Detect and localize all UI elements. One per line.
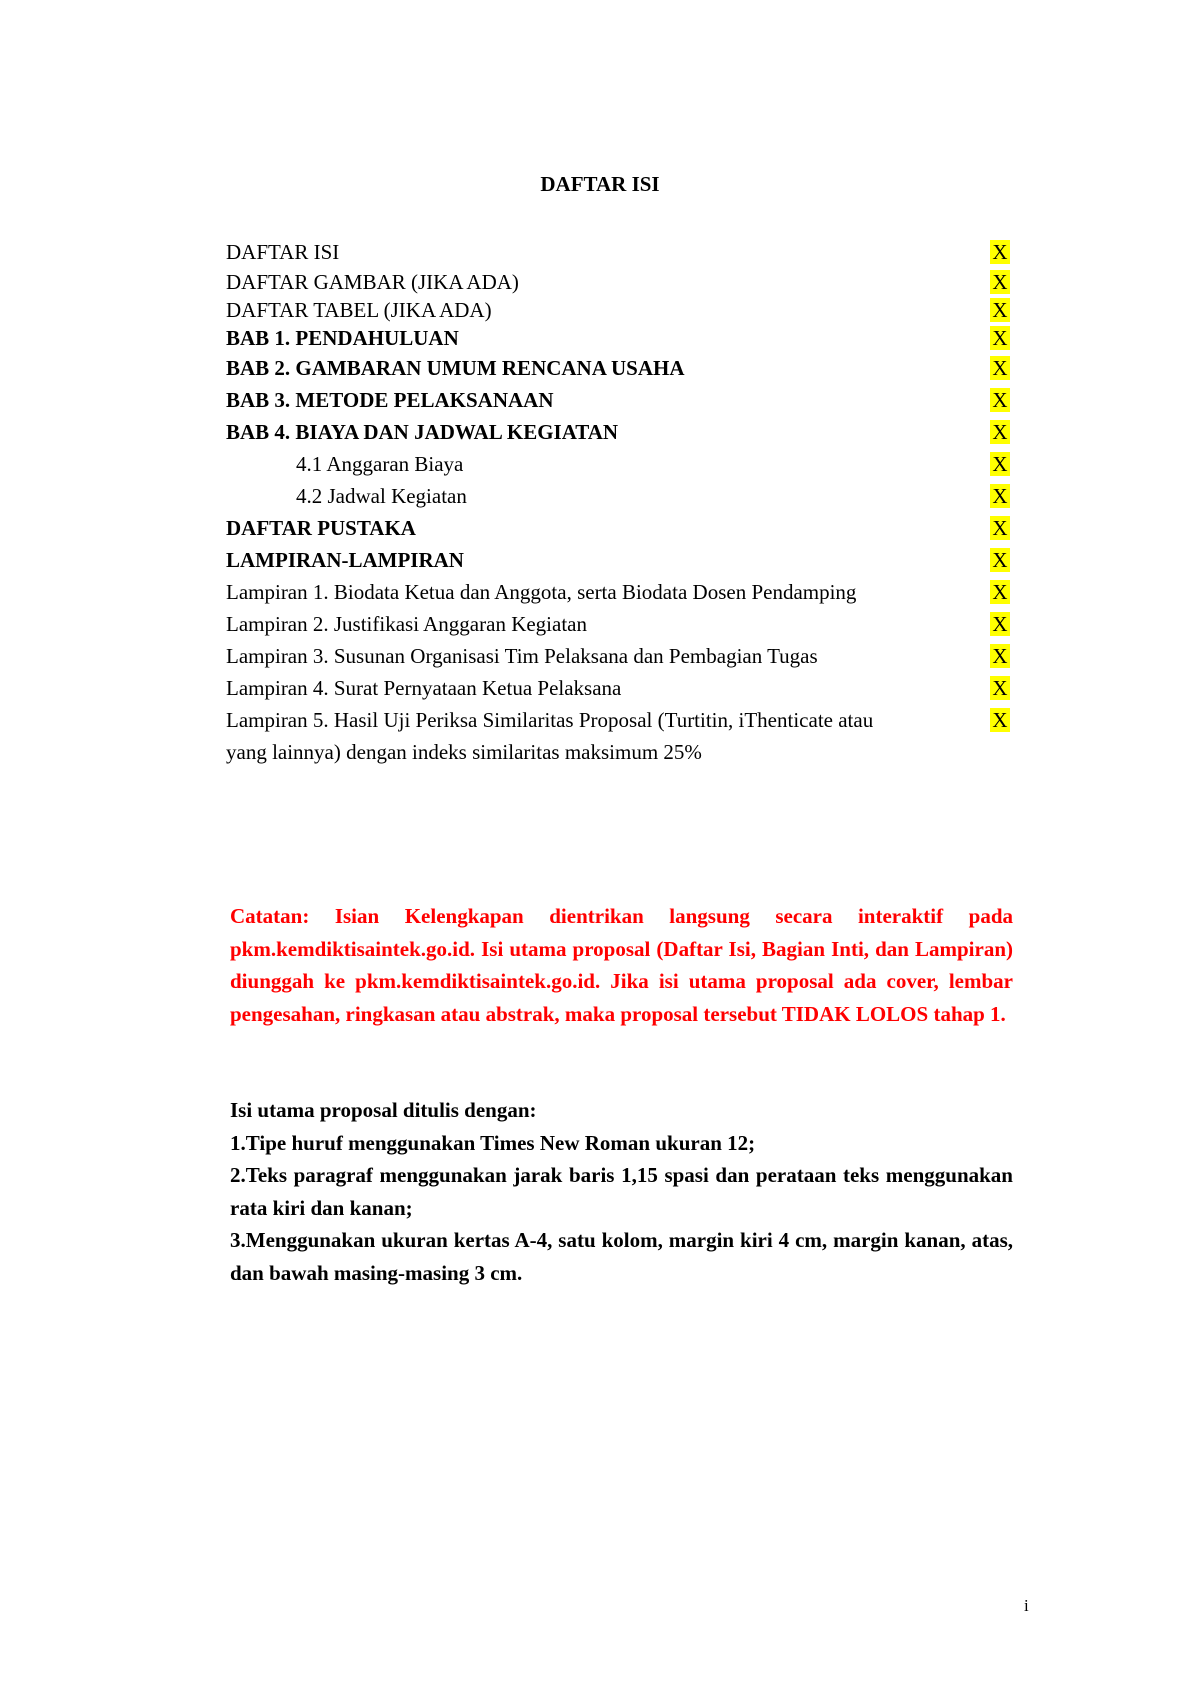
toc-entry-label: BAB 1. PENDAHULUAN (226, 326, 459, 350)
toc-entry-label: DAFTAR ISI (226, 240, 340, 264)
toc-entry-label: BAB 3. METODE PELAKSANAAN (226, 388, 554, 412)
page-placeholder-mark: X (990, 676, 1010, 700)
page-placeholder-mark: X (990, 580, 1010, 604)
toc-entry-label: BAB 2. GAMBARAN UMUM RENCANA USAHA (226, 356, 685, 380)
toc-entry-label: Lampiran 3. Susunan Organisasi Tim Pelaksana dan Pembagian Tugas (226, 644, 818, 668)
formatting-rules (230, 1094, 1013, 1289)
toc-entry-bab-2 (226, 352, 1010, 384)
toc-entry-label: 4.1 Anggaran Biaya (296, 452, 464, 476)
toc-entry-lampiran-2 (226, 608, 1010, 640)
page-placeholder-mark: X (990, 548, 1010, 572)
toc-entry-bab-4 (226, 416, 1010, 448)
toc-entry-daftar-gambar (226, 268, 1010, 296)
page-placeholder-mark: X (990, 516, 1010, 540)
toc-entry-lampiran-3 (226, 640, 1010, 672)
rule-item: 3.Menggunakan ukuran kertas A-4, satu kolom, margin kiri 4 cm, margin kanan, atas, dan bawah masing-masing 3 cm. (230, 1228, 1013, 1285)
page-placeholder-mark: X (990, 484, 1010, 508)
page-placeholder-mark: X (990, 420, 1010, 444)
toc-entry-label: DAFTAR GAMBAR (JIKA ADA) (226, 270, 519, 294)
toc-entry-continuation: yang lainnya) dengan indeks similaritas maksimum 25% (226, 740, 702, 764)
page-placeholder-mark: X (990, 388, 1010, 412)
toc-entry-label: Lampiran 1. Biodata Ketua dan Anggota, serta Biodata Dosen Pendamping (226, 580, 857, 604)
toc-entry-label: 4.2 Jadwal Kegiatan (296, 484, 467, 508)
page-placeholder-mark: X (990, 240, 1010, 264)
toc-entry-bab-3 (226, 384, 1010, 416)
page-placeholder-mark: X (990, 326, 1010, 350)
rule-item: 2.Teks paragraf menggunakan jarak baris 1,15 spasi dan perataan teks menggunakan rata kiri dan kanan; (230, 1163, 1013, 1220)
table-of-contents (226, 236, 1010, 768)
page-placeholder-mark: X (990, 298, 1010, 322)
page-placeholder-mark: X (990, 612, 1010, 636)
toc-entry-label: BAB 4. BIAYA DAN JADWAL KEGIATAN (226, 420, 619, 444)
toc-entry-lampiran-5 (226, 704, 1010, 736)
toc-entry-daftar-isi (226, 236, 1010, 268)
page-placeholder-mark: X (990, 356, 1010, 380)
toc-entry-label: Lampiran 5. Hasil Uji Periksa Similaritas Proposal (Turtitin, iThenticate atau (226, 708, 874, 732)
submission-note: Catatan: Isian Kelengkapan dientrikan langsung secara interaktif pada pkm.kemdiktisaintek.go.id. Isi utama proposal (Daftar Isi, Bagian Inti, dan Lampiran) diunggah ke pkm.kemdiktisaintek.go.id. Jika isi utama proposal ada cover, lembar pengesahan, ringkasan atau abstrak, maka proposal tersebut TIDAK LOLOS tahap 1. (230, 904, 1013, 1026)
page-placeholder-mark: X (990, 452, 1010, 476)
toc-entry-label: Lampiran 2. Justifikasi Anggaran Kegiatan (226, 612, 587, 636)
page-placeholder-mark: X (990, 270, 1010, 294)
rule-item: 1.Tipe huruf menggunakan Times New Roman ukuran 12; (230, 1130, 756, 1155)
toc-entry-lampiran (226, 544, 1010, 576)
toc-entry-label: DAFTAR PUSTAKA (226, 516, 416, 540)
toc-entry-label: LAMPIRAN-LAMPIRAN (226, 548, 464, 572)
toc-entry-lampiran-4 (226, 672, 1010, 704)
page-placeholder-mark: X (990, 644, 1010, 668)
page-placeholder-mark: X (990, 708, 1010, 732)
page-title: DAFTAR ISI (540, 172, 660, 196)
toc-entry-lampiran-1 (226, 576, 1010, 608)
toc-entry-daftar-pustaka (226, 512, 1010, 544)
toc-entry-label: DAFTAR TABEL (JIKA ADA) (226, 298, 492, 322)
page-number: i (1024, 1596, 1029, 1615)
toc-entry-anggaran-biaya (226, 448, 1010, 480)
toc-entry-jadwal-kegiatan (226, 480, 1010, 512)
rules-heading: Isi utama proposal ditulis dengan: (230, 1098, 537, 1122)
toc-entry-bab-1 (226, 324, 1010, 352)
toc-entry-label: Lampiran 4. Surat Pernyataan Ketua Pelaksana (226, 676, 622, 700)
toc-entry-daftar-tabel (226, 296, 1010, 324)
